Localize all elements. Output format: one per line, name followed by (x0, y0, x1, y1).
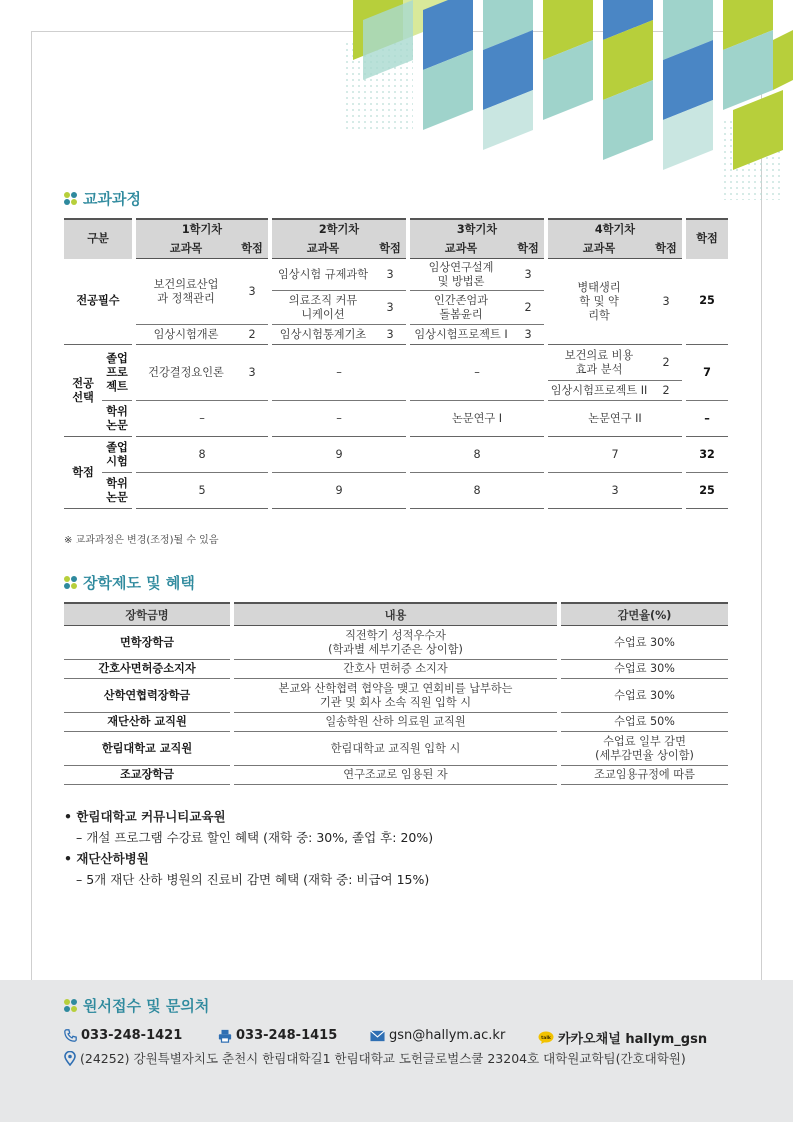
header-sem4: 4학기차 (546, 219, 684, 239)
cell-credit: 3 (374, 259, 408, 291)
row-label-major-required: 전공필수 (64, 259, 134, 345)
header-subject: 교과목 (270, 239, 374, 259)
cell-credit-sum: 8 (134, 437, 270, 473)
scholarship-section-title: 장학제도 및 혜택 (64, 572, 195, 593)
phone-icon (64, 1029, 77, 1042)
curriculum-table (64, 218, 728, 509)
cell-subject: 임상시험프로젝트 II (546, 381, 650, 401)
scholarship-rate: 조교임용규정에 따름 (559, 766, 728, 785)
cell-credit: 3 (236, 259, 270, 325)
contact-kakao (538, 1028, 707, 1047)
cell-subject: 임상시험 규제과학 (270, 259, 374, 291)
contact-email (370, 1028, 505, 1043)
scholarship-name: 한림대학교 교직원 (64, 732, 232, 766)
scholarship-content: 한림대학교 교직원 입학 시 (232, 732, 559, 766)
scholarship-content: 본교와 산학협력 협약을 맺고 연회비를 납부하는 기관 및 회사 소속 직원 입학 시 (232, 679, 559, 713)
cell-credit-sum: 7 (546, 437, 684, 473)
kakao-icon (538, 1031, 554, 1045)
scholarship-row (64, 626, 728, 660)
scholarship-row (64, 732, 728, 766)
cell-credit: 2 (650, 345, 684, 381)
cell-total: – (684, 401, 728, 437)
cell-subject: 임상시험프로젝트 I (408, 325, 512, 345)
scholarship-content: 연구조교로 임용된 자 (232, 766, 559, 785)
cell-subject: 건강결정요인론 (134, 345, 236, 401)
row-sublabel-thesis: 학위 논문 (102, 401, 134, 437)
cell-subject: 임상시험개론 (134, 325, 236, 345)
cell-subject: 보건의료 비용효과 분석 (546, 345, 650, 381)
cell-credit: 2 (650, 381, 684, 401)
cell-subject: 논문연구 I (408, 401, 546, 437)
benefit-detail: – 개설 프로그램 수강료 할인 혜택 (재학 중: 30%, 졸업 후: 20%) (76, 830, 434, 845)
cell-subject: 논문연구 II (546, 401, 684, 437)
header-rate: 감면율(%) (559, 603, 728, 626)
scholarship-name: 조교장학금 (64, 766, 232, 785)
curriculum-section-title: 교과과정 (64, 188, 141, 209)
scholarship-name: 면학장학금 (64, 626, 232, 660)
header-sem3: 3학기차 (408, 219, 546, 239)
benefit-title: • 한림대학교 커뮤니티교육원 (64, 809, 226, 824)
clover-icon (64, 192, 78, 206)
header-subject: 교과목 (134, 239, 236, 259)
row-label-credits: 학점 (64, 437, 102, 509)
scholarship-rows (64, 626, 728, 785)
cell-subject: 임상연구설계 및 방법론 (408, 259, 512, 291)
mail-icon (370, 1030, 385, 1042)
cell-credit: 3 (650, 259, 684, 345)
scholarship-content: 직전학기 성적우수자 (학과별 세부기준은 상이함) (232, 626, 559, 660)
clover-icon (64, 999, 78, 1013)
header-content: 내용 (232, 603, 559, 626)
row-sublabel-project: 졸업 프로 젝트 (102, 345, 134, 401)
contact-address (64, 1049, 686, 1067)
scholarship-rate: 수업료 일부 감면 (세부감면율 상이함) (559, 732, 728, 766)
benefit-title: • 재단산하병원 (64, 851, 149, 866)
cell-empty-dash: – (134, 401, 270, 437)
cell-subject: 의료조직 커뮤니케이션 (270, 291, 374, 325)
cell-total: 25 (684, 259, 728, 345)
svg-text:talk: talk (541, 1035, 551, 1041)
cell-credit-sum: 8 (408, 473, 546, 509)
header-gubun: 구분 (64, 219, 134, 259)
cell-credit-sum: 8 (408, 437, 546, 473)
header-sem2: 2학기차 (270, 219, 408, 239)
cell-credit: 2 (236, 325, 270, 345)
contact-section-title: 원서접수 및 문의처 (64, 995, 209, 1016)
address-text: (24252) 강원특별자치도 춘천시 한림대학길1 한림대학교 도헌글로벌스쿨 23204호 대학원교학팀(간호대학원) (80, 1051, 686, 1066)
scholarship-content: 일송학원 산하 의료원 교직원 (232, 713, 559, 732)
header-credit: 학점 (236, 239, 270, 259)
row-label-major-elective: 전공 선택 (64, 345, 102, 437)
scholarship-name: 재단산하 교직원 (64, 713, 232, 732)
cell-empty-dash: – (270, 401, 408, 437)
contact-phone (64, 1028, 182, 1043)
cell-subject: 병태생리학 및 약리학 (546, 259, 650, 345)
cell-total: 32 (684, 437, 728, 473)
cell-credit: 3 (512, 325, 546, 345)
row-sublabel-thesis: 학위 논문 (102, 473, 134, 509)
cell-total: 25 (684, 473, 728, 509)
cell-credit-sum: 3 (546, 473, 684, 509)
header-credit: 학점 (650, 239, 684, 259)
cell-empty-dash: – (270, 345, 408, 401)
cell-credit: 3 (236, 345, 270, 401)
benefits-list (64, 806, 433, 890)
phone-number[interactable]: 033-248-1421 (81, 1028, 183, 1043)
scholarship-rate: 수업료 50% (559, 713, 728, 732)
header-total-credit: 학점 (684, 219, 728, 259)
cell-credit: 3 (512, 259, 546, 291)
header-subject: 교과목 (408, 239, 512, 259)
scholarship-row (64, 660, 728, 679)
fax-icon (218, 1029, 232, 1043)
curriculum-note: ※ 교과과정은 변경(조정)될 수 있음 (64, 535, 219, 546)
cell-credit: 3 (374, 325, 408, 345)
kakao-channel[interactable]: 카카오채널 hallym_gsn (558, 1032, 708, 1047)
row-sublabel-exam: 졸업 시험 (102, 437, 134, 473)
clover-icon (64, 576, 78, 590)
scholarship-rate: 수업료 30% (559, 626, 728, 660)
header-subject: 교과목 (546, 239, 650, 259)
scholarship-name: 간호사면허증소지자 (64, 660, 232, 679)
header-scholarship-name: 장학금명 (64, 603, 232, 626)
header-credit: 학점 (374, 239, 408, 259)
cell-subject: 임상시험통계기초 (270, 325, 374, 345)
scholarship-content: 간호사 면허증 소지자 (232, 660, 559, 679)
cell-credit: 2 (512, 291, 546, 325)
scholarship-name: 산학연협력장학금 (64, 679, 232, 713)
contact-fax (218, 1028, 337, 1043)
email-address[interactable]: gsn@hallym.ac.kr (389, 1028, 506, 1043)
cell-subject: 인간존엄과 돌봄윤리 (408, 291, 512, 325)
cell-empty-dash: – (408, 345, 546, 401)
header-credit: 학점 (512, 239, 546, 259)
cell-credit: 3 (374, 291, 408, 325)
scholarship-table (64, 602, 728, 785)
scholarship-row (64, 766, 728, 785)
cell-credit-sum: 9 (270, 473, 408, 509)
fax-number[interactable]: 033-248-1415 (236, 1028, 338, 1043)
cell-subject: 보건의료산업과 정책관리 (134, 259, 236, 325)
location-pin-icon (64, 1051, 76, 1066)
header-sem1: 1학기차 (134, 219, 270, 239)
scholarship-row (64, 679, 728, 713)
decorative-pattern (333, 0, 793, 205)
scholarship-rate: 수업료 30% (559, 679, 728, 713)
scholarship-row (64, 713, 728, 732)
scholarship-rate: 수업료 30% (559, 660, 728, 679)
cell-credit-sum: 9 (270, 437, 408, 473)
cell-total: 7 (684, 345, 728, 401)
benefit-detail: – 5개 재단 산하 병원의 진료비 감면 혜택 (재학 중: 비급여 15%) (76, 872, 430, 887)
cell-credit-sum: 5 (134, 473, 270, 509)
